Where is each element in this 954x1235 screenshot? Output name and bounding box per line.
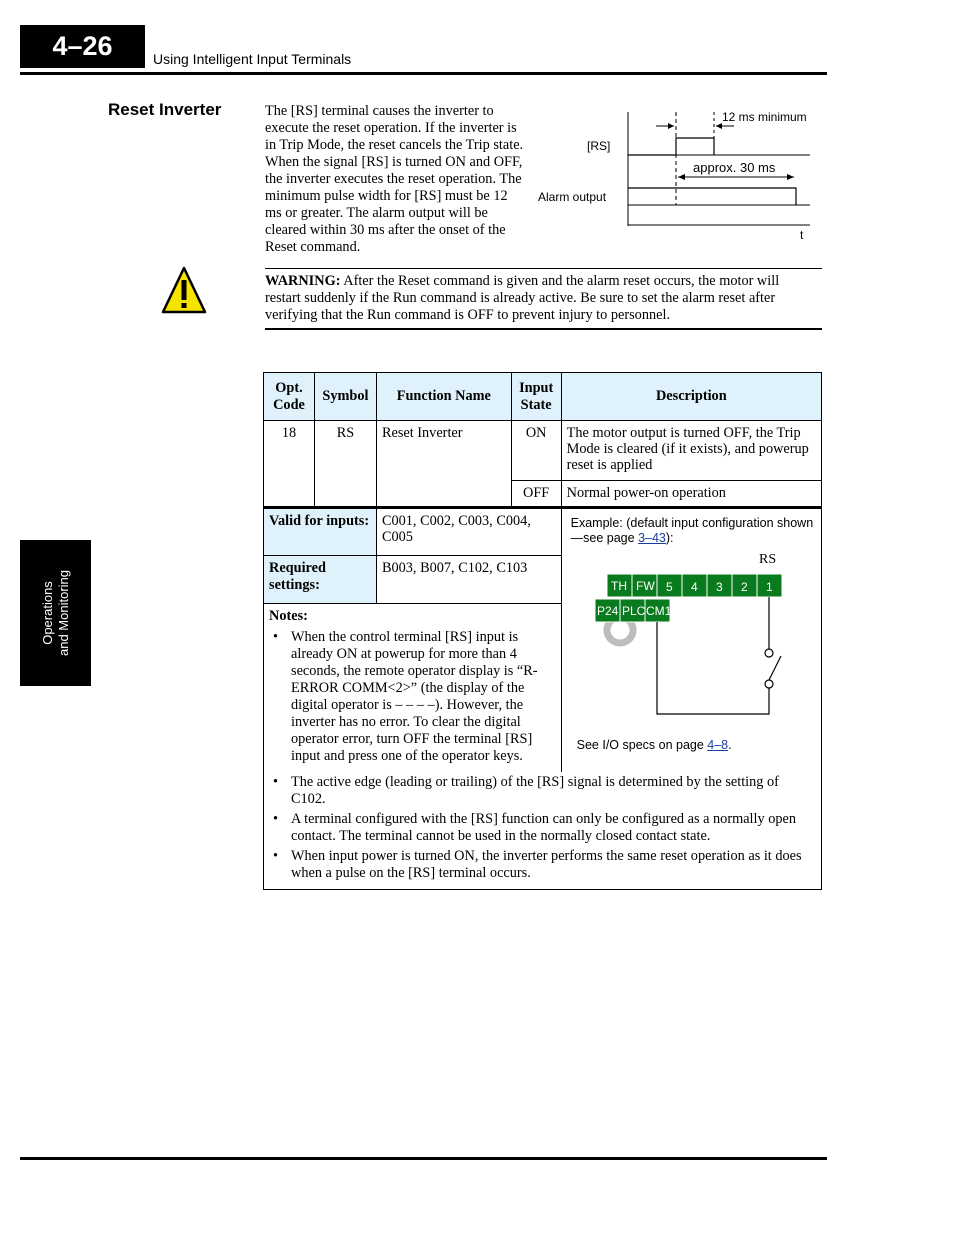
valid-inputs-value: C001, C002, C003, C004, C005 xyxy=(376,508,561,556)
terminal-3-label: 3 xyxy=(715,580,723,594)
header-opt-code: Opt. Code xyxy=(264,373,315,421)
intro-paragraph: The [RS] terminal causes the inverter to execute the reset operation. If the inverter is in Trip Mode, the reset cancels the Trip state. When the signal [RS] is turned ON and OFF, the inverter executes the reset operation. The minimum pulse width for [RS] must be 12 ms or greater. The alarm output will be cleared within 30 ms after the onset of the Reset command. xyxy=(265,103,524,255)
terminal-1-label: 1 xyxy=(765,580,773,594)
warning-bottom-rule xyxy=(265,328,822,330)
notes-full-row xyxy=(264,772,822,890)
side-tab xyxy=(20,540,91,686)
notes-full-cell xyxy=(264,772,822,890)
rs-signal-label: [RS] xyxy=(587,139,611,153)
cell-desc-off: Normal power-on operation xyxy=(561,481,821,508)
example-cell xyxy=(561,508,821,773)
wire-return xyxy=(657,622,769,714)
header-symbol: Symbol xyxy=(314,373,376,421)
example-caption: Example: (default input configuration shown—see page 3–43): xyxy=(570,516,814,545)
top-terminal-strip xyxy=(607,574,782,597)
header-function-name: Function Name xyxy=(376,373,511,421)
cell-function-name: Reset Inverter xyxy=(376,421,511,508)
notes-list-left xyxy=(269,629,556,765)
approx-arrowhead-right xyxy=(787,174,794,180)
valid-inputs-label: Valid for inputs: xyxy=(264,508,377,556)
terminal-wiring-diagram xyxy=(562,549,822,729)
bottom-terminal-strip xyxy=(595,599,672,622)
note-item: • When input power is turned ON, the inverter performs the same reset operation as it does when a pulse on the [RS] terminal occurs. xyxy=(285,848,816,882)
note-item: • A terminal configured with the [RS] function can only be configured as a normally open contact. The terminal cannot be used in the normally closed contact state. xyxy=(285,811,816,845)
alarm-signal xyxy=(628,188,796,205)
switch-contact-bottom xyxy=(765,680,773,688)
notes-list-full xyxy=(269,774,816,882)
terminal-p24-label: P24 xyxy=(596,604,618,618)
warning-body: After the Reset command is given and the alarm reset occurs, the motor will restart suddenly if the Run command is already active. Be sure to set the alarm reset after verifying that the Run command is OFF to prevent injury to personnel. xyxy=(265,273,780,323)
rs-terminal-label: RS xyxy=(758,552,776,567)
side-tab-line1: Operations xyxy=(39,581,55,645)
min-label: 12 ms minimum xyxy=(722,110,807,124)
terminal-cm1-label: CM1 xyxy=(645,604,671,618)
terminal-plc-label: PLC xyxy=(621,604,645,618)
section-title: Reset Inverter xyxy=(108,100,222,119)
side-tab-line2: and Monitoring xyxy=(55,570,71,656)
header-rule xyxy=(20,72,827,75)
table-row xyxy=(264,421,822,481)
page-number: 4–26 xyxy=(20,25,145,68)
header-input-state: Input State xyxy=(511,373,561,421)
terminal-th-label: TH xyxy=(610,579,627,593)
cell-state-off: OFF xyxy=(511,481,561,508)
terminal-5-label: 5 xyxy=(665,580,673,594)
timing-diagram xyxy=(530,105,820,245)
switch-contact-top xyxy=(765,649,773,657)
cell-opt-code: 18 xyxy=(264,421,315,508)
header-description: Description xyxy=(561,373,821,421)
warning-text xyxy=(265,273,817,324)
header-title: Using Intelligent Input Terminals xyxy=(153,51,352,67)
time-label: t xyxy=(800,228,804,242)
cell-symbol: RS xyxy=(314,421,376,508)
rs-pulse xyxy=(628,138,714,155)
note-item: • The active edge (leading or trailing) of the [RS] signal is determined by the setting of C102. xyxy=(285,774,816,808)
switch-blade xyxy=(769,656,781,680)
required-settings-value: B003, B007, C102, C103 xyxy=(376,556,561,604)
footer-rule xyxy=(20,1157,827,1160)
terminal-2-label: 2 xyxy=(740,580,748,594)
warning-triangle-icon xyxy=(160,265,208,315)
approx-arrowhead-left xyxy=(678,174,685,180)
io-specs-text: See I/O specs on page 4–8. xyxy=(576,738,732,752)
min-arrowhead-left xyxy=(668,123,674,129)
alarm-output-label: Alarm output xyxy=(538,190,607,204)
notes-label: Notes: xyxy=(269,608,308,624)
page-link-4-8[interactable]: 4–8 xyxy=(707,738,729,752)
cell-desc-on: The motor output is turned OFF, the Trip Mode is cleared (if it exists), and powerup reset is applied xyxy=(561,421,821,481)
table-header-row xyxy=(264,373,822,421)
valid-inputs-row xyxy=(264,508,822,556)
terminal-4-label: 4 xyxy=(690,580,698,594)
approx-label: approx. 30 ms xyxy=(693,160,776,175)
warning-label: WARNING: xyxy=(265,273,341,289)
required-settings-label: Required settings: xyxy=(264,556,377,604)
notes-left-cell xyxy=(264,604,562,773)
function-table xyxy=(263,372,822,890)
note-item: • When the control terminal [RS] input is already ON at powerup for more than 4 seconds, the remote operator display is “R-ERROR COMM<2>” (the display of the digital operator is – – – –). However, the inverter has no error. To clear the digital operator error, turn OFF the terminal [RS] input and press one of the operator keys. xyxy=(285,629,556,765)
cell-state-on: ON xyxy=(511,421,561,481)
warning-top-rule xyxy=(265,268,822,269)
terminal-fw-label: FW xyxy=(635,579,655,593)
page-link-3-43[interactable]: 3–43 xyxy=(638,531,666,545)
